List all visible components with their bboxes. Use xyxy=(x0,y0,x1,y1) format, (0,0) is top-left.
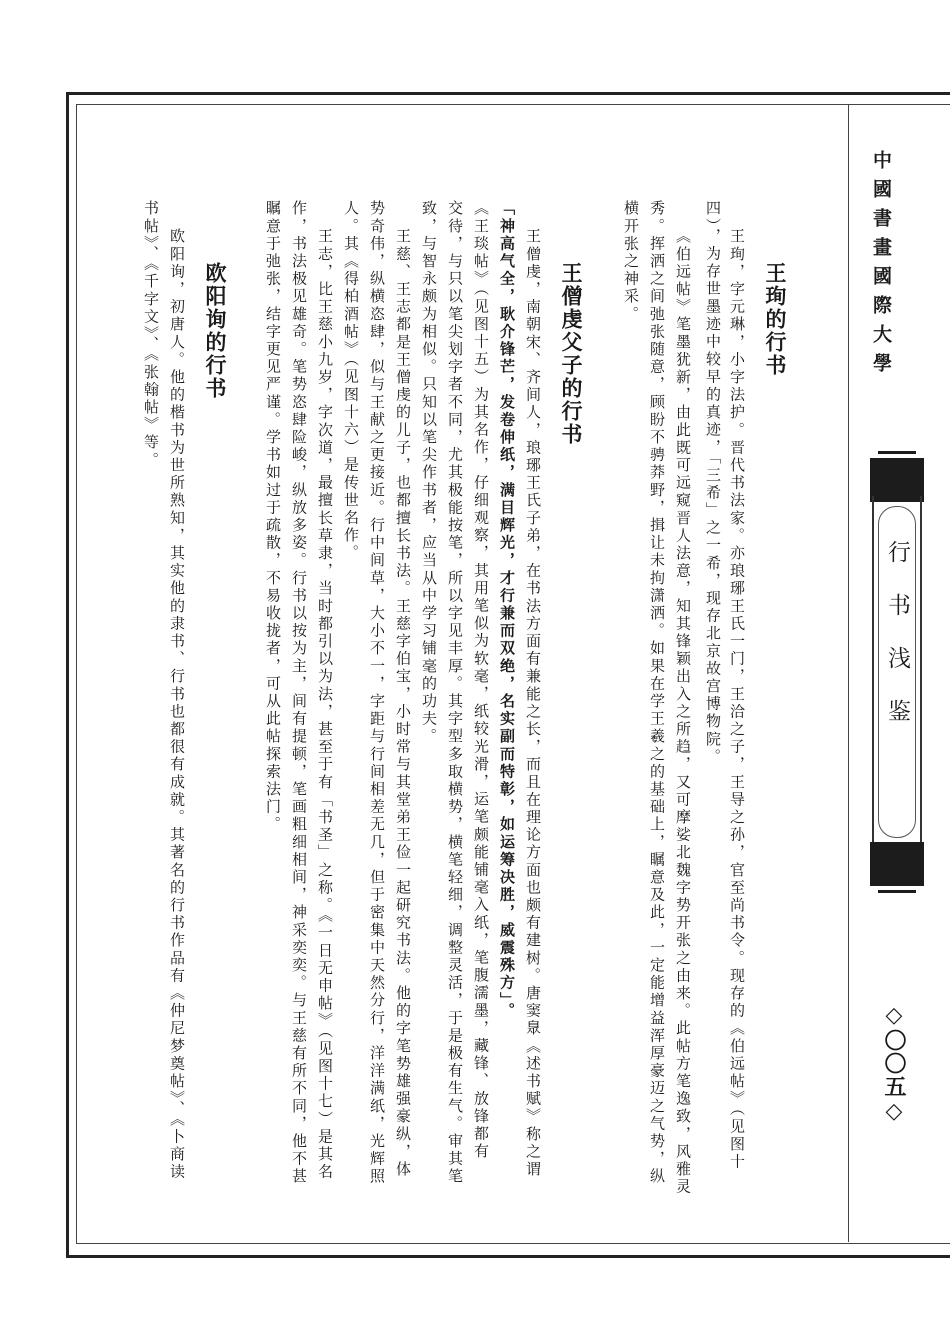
text-line: 致，与智永颇为相似。只知以笔尖作书者，应当从中学习铺毫的功夫。 xyxy=(420,200,438,746)
text-line: 作，书法极见雄奇。笔势恣肆险峻，纵放多姿。行书以按为主，间有提顿，笔画粗细相间，神采奕奕。与王慈有所不同，他不甚 xyxy=(290,200,308,1186)
text-line: 《伯远帖》笔墨犹新，由此既可远窥晋人法意，知其锋颖出入之所趋，又可摩娑北魏字势开张之由来。此帖方笔逸致，风雅灵 xyxy=(674,228,692,1196)
text-line: 《王琰帖》（见图十五）为其名作，仔细观察，其用笔似为软毫，纸较光滑，运笔颇能铺毫入纸，笔腹濡墨，藏锋、放锋都有 xyxy=(472,200,490,1161)
text-line: 瞩意于弛张，结字更见严谨。学书如过于疏散，不易收拢者，可从此帖探索法门。 xyxy=(264,200,282,834)
text-line: 王慈、王志都是王僧虔的儿子，也都擅长书法。王慈字伯宝，小时常与其堂弟王俭一起研究书法。他的字笔势雄强豪纵，体 xyxy=(394,228,412,1179)
section-heading-wang-xun: 王珣的行书 xyxy=(763,262,788,377)
text-line: 欧阳询，初唐人。他的楷书为世所熟知，其实他的隶书、行书也都很有成就。其著名的行书作品有《仲尼梦奠帖》、《卜商读 xyxy=(168,228,186,1181)
university-name: 中國書畫國際大學 xyxy=(870,150,892,382)
page-number: ◇〇〇五◇ xyxy=(881,1002,907,1125)
text-line: 势奇伟，纵横恣肆，似与王献之更接近。行中间草，大小不一，字距与行间相差无几，但于密集中天然分行，洋洋满纸，光辉照 xyxy=(368,200,386,1186)
text-line: 王珣，字元琳，小字法护。晋代书法家。亦琅琊王氏一门，王洽之子，王导之孙，官至尚书令。现存的《伯远帖》（见图十 xyxy=(728,228,746,1171)
sidebar-divider xyxy=(848,104,849,1242)
banner-bottom-cap xyxy=(870,842,924,886)
text-line: 四），为存世墨迹中较早的真迹，「三希」之一希，现存北京故宫博物院。 xyxy=(704,200,722,766)
text-line: 交待，与只以笔尖划字者不同，尤其极能按笔，所以字见丰厚。其字型多取横势，横笔轻细，调整灵活，于是极有生气。审其笔 xyxy=(446,200,464,1186)
section-heading-wang-sengqian: 王僧虔父子的行书 xyxy=(559,262,584,446)
section-heading-ouyang-xun: 欧阳询的行书 xyxy=(203,262,228,400)
text-line: 王志，比王慈小九岁，字次道，最擅长草隶，当时都引以为法，甚至于有「书圣」之称。《一日无申帖》（见图十七）是其名 xyxy=(316,228,334,1181)
text-line: 王僧虔，南朝宋、齐间人，琅琊王氏子弟，在书法方面有兼能之长，而且在理论方面也颇有建树。唐窦臮《述书赋》称之谓 xyxy=(524,228,542,1179)
text-line: 人。其《得柏酒帖》（见图十六）是传世名作。 xyxy=(342,200,360,563)
text-line: 秀。挥洒之间弛张随意，顾盼不骋莽野，揖让未拘潇洒。如果在学王羲之的基础上，瞩意及此，一定能增益浑厚豪迈之气势，纵 xyxy=(648,200,666,1186)
text-line: 横开张之神采。 xyxy=(622,200,640,324)
text-line: 「神高气全，耿介锋芒，发卷伸纸，满目辉光，才行兼而双绝，名实副而特彰，如运筹决胜，威震殊方」。 xyxy=(498,200,516,1020)
text-line: 书帖》、《千字文》、《张翰帖》等。 xyxy=(142,200,160,470)
book-title: 行书浅鉴 xyxy=(884,540,910,752)
